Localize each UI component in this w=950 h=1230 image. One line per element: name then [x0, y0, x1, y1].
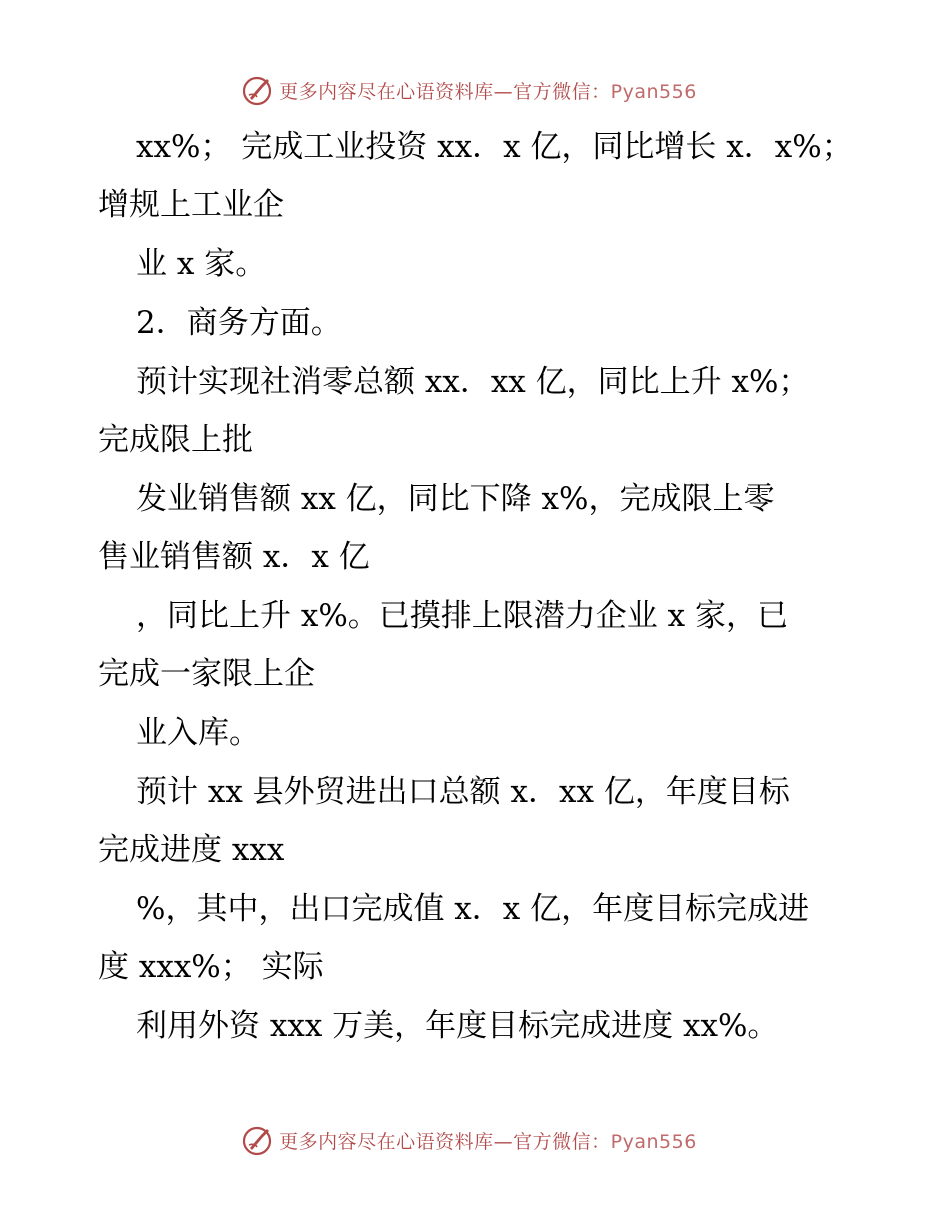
watermark-footer — [0, 1120, 950, 1160]
body-line: xx%； 完成工业投资 xx．x 亿，同比增长 x．x%； — [136, 129, 853, 165]
section-heading: 2．商务方面。 — [136, 305, 342, 341]
body-line: 预计实现社消零总额 xx．xx 亿，同比上升 x%； — [136, 364, 810, 400]
body-line: 完成一家限上企 — [98, 656, 315, 692]
body-line: 发业销售额 xx 亿，同比下降 x%，完成限上零 — [136, 481, 775, 517]
body-line: 完成限上批 — [98, 422, 253, 458]
watermark-text: 更多内容尽在心语资料库—官方微信： — [279, 1130, 611, 1153]
body-line: 完成进度 xxx — [98, 832, 285, 868]
wechat-id: Pyan556 — [610, 80, 697, 103]
body-line: 利用外资 xxx 万美，年度目标完成进度 xx%。 — [136, 1008, 779, 1044]
watermark-text: 更多内容尽在心语资料库—官方微信： — [279, 80, 611, 103]
pen-nib-logo-icon — [241, 73, 275, 107]
body-line: 业 x 家。 — [136, 246, 267, 282]
watermark-header — [0, 70, 950, 110]
body-line: 度 xxx%； 实际 — [98, 949, 324, 985]
body-line: ，同比上升 x%。已摸排上限潜力企业 x 家，已 — [136, 598, 788, 634]
body-line: 增规上工业企 — [98, 187, 284, 223]
body-line: 售业销售额 x．x 亿 — [98, 539, 370, 575]
wechat-id: Pyan556 — [610, 1130, 697, 1153]
body-line: 预计 xx 县外贸进出口总额 x．xx 亿，年度目标 — [136, 774, 790, 810]
pen-nib-logo-icon — [241, 1123, 275, 1157]
body-line: 业入库。 — [136, 715, 260, 751]
body-line: %，其中，出口完成值 x．x 亿，年度目标完成进 — [136, 891, 810, 927]
